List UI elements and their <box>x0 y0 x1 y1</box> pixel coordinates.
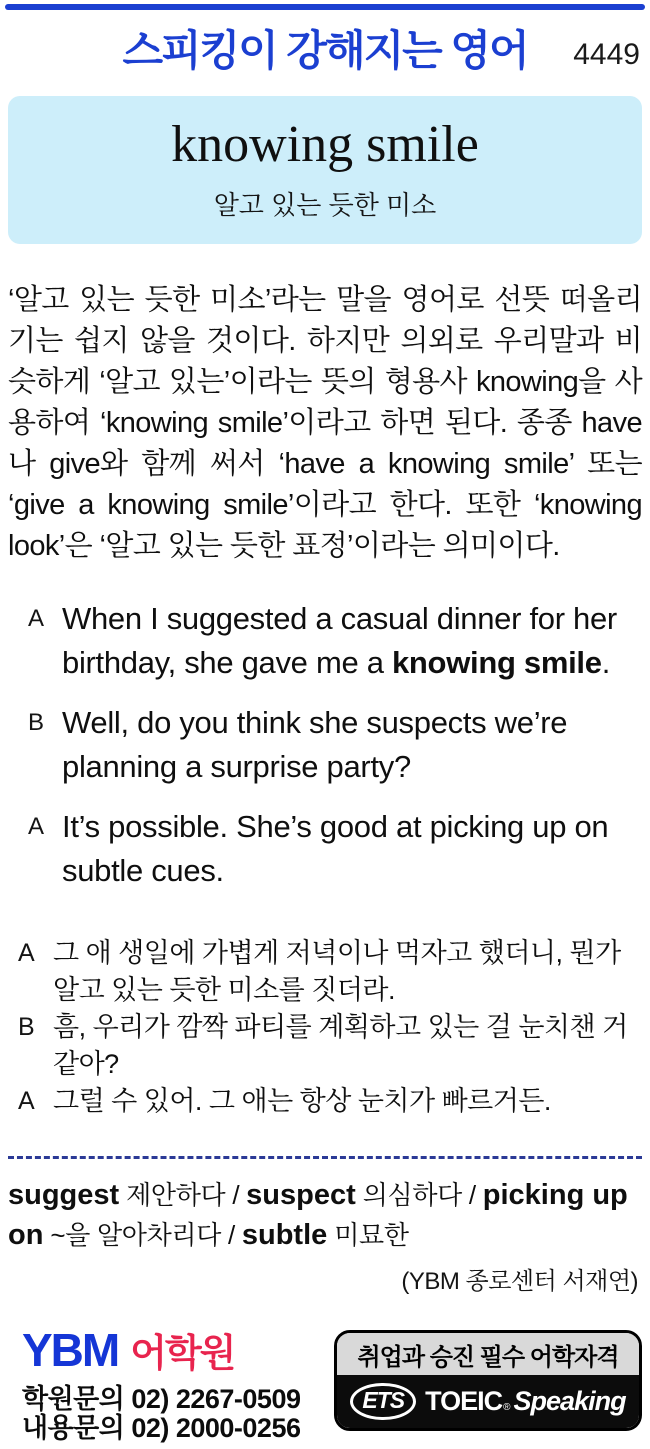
vocab-term: subtle <box>241 1219 328 1251</box>
vocab-term: suspect <box>246 1179 356 1211</box>
vocab-term: picking up on <box>8 1179 628 1251</box>
phrase-card <box>8 96 642 244</box>
dialogue-line <box>28 597 640 685</box>
speaking-label: Speaking <box>513 1386 626 1416</box>
issue-number: 4449 <box>573 38 640 71</box>
dialogue-line <box>28 805 640 893</box>
speaker-label: B <box>18 1013 35 1041</box>
top-accent-rule <box>5 4 645 10</box>
dialogue-english <box>28 597 640 893</box>
dialogue-text: Well, do you think she suspects we’re planning a surprise party? <box>62 705 568 784</box>
badge-logo-row <box>337 1375 639 1428</box>
dialogue-text: 흠, 우리가 깜짝 파티를 계획하고 있는 걸 눈치챈 거 같아? <box>53 1012 628 1079</box>
dialogue-line <box>18 1083 640 1120</box>
registered-trademark-icon: ® <box>503 1402 511 1413</box>
page-title: 스피킹이 강해지는 영어 <box>122 26 528 74</box>
toeic-label: TOEIC <box>425 1386 503 1416</box>
dialogue-text: It’s possible. She’s good at picking up on subtle cues. <box>62 809 609 888</box>
dialogue-korean <box>18 935 640 1120</box>
brand-suffix: 어학원 <box>130 1333 235 1375</box>
toeic-speaking-logo <box>425 1386 625 1417</box>
brand-name: YBM <box>22 1324 119 1376</box>
speaker-label: A <box>18 939 35 967</box>
credit-line: (YBM 종로센터 서재연) <box>401 1268 638 1295</box>
publisher-logo <box>22 1322 300 1377</box>
page-footer <box>0 1322 650 1443</box>
phrase-korean-meaning: 알고 있는 듯한 미소 <box>213 189 437 220</box>
speaker-label: A <box>28 813 45 840</box>
speaker-label: A <box>18 1087 35 1115</box>
dialogue-text: 그 애 생일에 가볍게 저녁이나 먹자고 했더니, 뭔가 알고 있는 듯한 미소를 짓더라. <box>53 938 621 1005</box>
toeic-speaking-badge <box>334 1330 642 1431</box>
speaker-label: A <box>28 605 45 632</box>
dialogue-text: When I suggested a casual dinner for her birthday, she gave me a knowing smile. <box>62 601 617 680</box>
contact-line: 내용문의 02) 2000-0256 <box>22 1413 301 1443</box>
page-header <box>0 22 650 74</box>
publisher-block <box>22 1322 300 1443</box>
vocab-term: suggest <box>8 1179 120 1211</box>
dialogue-text: 그럴 수 있어. 그 애는 항상 눈치가 빠르거든. <box>53 1086 551 1116</box>
speaker-label: B <box>28 709 45 736</box>
badge-tagline: 취업과 승진 필수 어학자격 <box>337 1333 639 1375</box>
dashed-divider <box>8 1156 642 1159</box>
dialogue-line <box>28 701 640 789</box>
dialogue-line <box>18 935 640 1009</box>
ets-logo: ETS <box>350 1383 416 1420</box>
phrase-english: knowing smile <box>171 115 479 173</box>
vocabulary-line: suggest 제안하다 / suspect 의심하다 / picking up on ~을 알아차리다 / subtle 미묘한 <box>8 1179 628 1251</box>
explanation-paragraph: ‘알고 있는 듯한 미소’라는 말을 영어로 선뜻 떠올리기는 쉽지 않을 것이다. 하지만 의외로 우리말과 비슷하게 ‘알고 있는’이라는 뜻의 형용사 knowing을 사용하여 ‘knowing smile’이라고 하면 된다. 종종 have나 give와 함께 써서 ‘have a knowing smile’ 또는 ‘give a knowing smile’이라고 한다. 또한 ‘knowing look’은 ‘알고 있는 듯한 표정’이라는 의미이다. <box>8 284 642 562</box>
highlighted-phrase: knowing smile <box>391 645 602 680</box>
contact-line: 학원문의 02) 2267-0509 <box>22 1384 301 1414</box>
dialogue-line <box>18 1009 640 1083</box>
contact-info <box>22 1385 300 1443</box>
